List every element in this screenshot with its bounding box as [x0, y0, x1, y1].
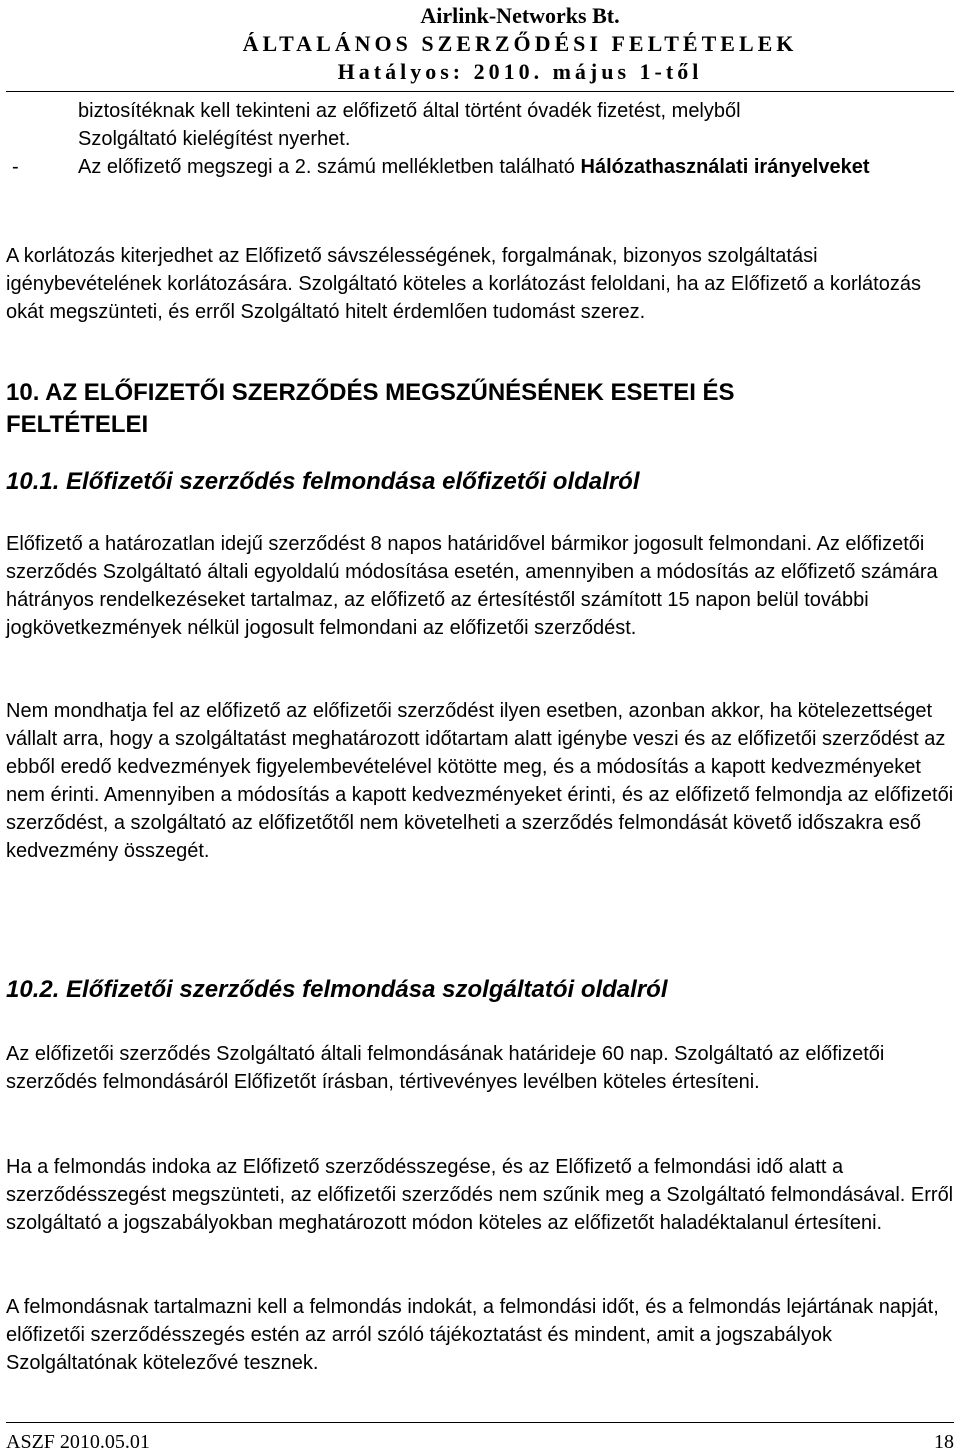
footer-divider [6, 1422, 954, 1423]
section-10-1-paragraph-1: Előfizető a határozatlan idejű szerződést 8 napos határidővel bármikor jogosult felmondani. Az előfizetői szerződés Szolgáltató általi egyoldalú módosítása esetén, amennyiben a módosítás az előfizető számára hátrányos rendelkezéseket tartalmaz, az előfizető az értesítéstől számított 15 napon belül további jogkövetkezmények nélkül jogosult felmondani az előfizetői szerződést. [6, 533, 938, 639]
section-10-1-p1-block [6, 530, 954, 642]
limit-paragraph: A korlátozás kiterjedhet az Előfizető sávszélességének, forgalmának, bizonyos szolgáltatási igénybevételének korlátozására. Szolgáltató köteles a korlátozást feloldani, ha az Előfizető a korlátozás okát megszünteti, és erről Szolgáltató hitelt érdemlően tudomást szerez. [6, 245, 921, 323]
effective-date: Hatályos: 2010. május 1-től [337, 59, 703, 84]
bullet-dash: - [12, 156, 19, 178]
section-10-1-block [6, 466, 954, 498]
section-10-heading: 10. AZ ELŐFIZETŐI SZERZŐDÉS MEGSZŰNÉSÉNEK ESETEI ÉS FELTÉTELEI [6, 379, 735, 438]
section-10-2-p2-block [6, 1153, 954, 1237]
section-10-1-heading: 10.1. Előfizetői szerződés felmondása előfizetői oldalról [6, 468, 640, 495]
section-10-1-p2-block [6, 697, 954, 865]
section-10-2-heading: 10.2. Előfizetői szerződés felmondása szolgáltatói oldalról [6, 976, 668, 1003]
bullet-bold-term: Hálózathasználati irányelveket [580, 156, 870, 178]
header-divider [6, 91, 954, 92]
section-10-2-p3-block [6, 1293, 954, 1377]
company-name: Airlink-Networks Bt. [420, 3, 620, 28]
section-10-2-p1-block [6, 1040, 954, 1096]
limit-paragraph-block [6, 242, 954, 326]
footer-doc-id: ASZF 2010.05.01 [6, 1431, 150, 1453]
bullet-text: Az előfizető megszegi a 2. számú mellékletben található Hálózathasználati irányelveket [78, 156, 870, 178]
bullet-item [6, 153, 954, 181]
section-10-2-paragraph-2: Ha a felmondás indoka az Előfizető szerződésszegése, és az Előfizető a felmondási idő alatt a szerződésszegést megszünteti, az előfizetői szerződés nem szűnik meg a Szolgáltató felmondásával. Erről szolgáltató a jogszabályokban meghatározott módon köteles az előfizetőt haladéktalanul értesíteni. [6, 1156, 954, 1234]
intro-line-1: biztosítéknak kell tekinteni az előfizető által történt óvadék fizetést, melyből [78, 100, 741, 122]
intro-block [6, 97, 954, 181]
section-10-2-paragraph-3: A felmondásnak tartalmazni kell a felmondás indokát, a felmondási időt, és a felmondás lejártának napját, előfizetői szerződésszegés estén az arról szóló tájékoztatást és mindent, amit a jogszabályok Szolgáltatónak kötelezővé tesznek. [6, 1296, 939, 1374]
document-title: ÁLTALÁNOS SZERZŐDÉSI FELTÉTELEK [242, 31, 798, 56]
page-header [0, 0, 960, 86]
section-10-1-paragraph-2: Nem mondhatja fel az előfizető az előfizetői szerződést ilyen esetben, azonban akkor, ha kötelezettséget vállalt arra, hogy a szolgáltatást meghatározott időtartam alatt igénybe veszi és az előfizetői szerződést az ebből eredő kedvezmények figyelembevételével kötötte meg, és a módosítás a kapott kedvezményeket nem érinti. Amennyiben a módosítás a kapott kedvezményeket érinti, és az előfizető felmondja az előfizetői szerződést, a szolgáltató az előfizetőtől nem követelheti a szerződés felmondását követő időszakra eső kedvezmény összegét. [6, 700, 954, 862]
intro-line-2: Szolgáltató kielégítést nyerhet. [78, 128, 351, 150]
section-10-2-block [6, 974, 954, 1006]
section-10-block [6, 377, 954, 441]
section-10-2-paragraph-1: Az előfizetői szerződés Szolgáltató általi felmondásának határideje 60 nap. Szolgáltató az előfizetői szerződés felmondásáról Előfizetőt írásban, tértivevényes levélben köteles értesíteni. [6, 1043, 885, 1093]
page-number: 18 [934, 1431, 954, 1453]
